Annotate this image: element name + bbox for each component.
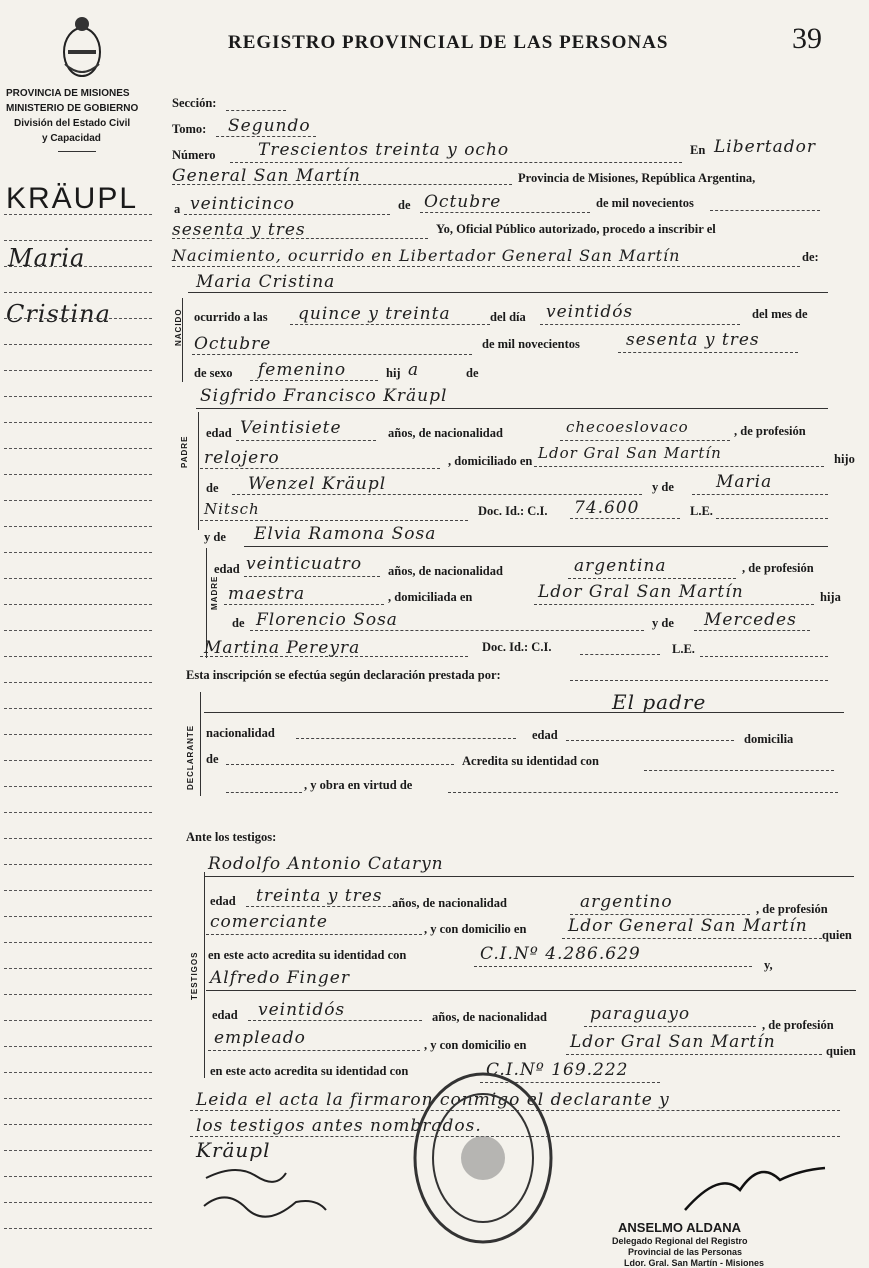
official-name: ANSELMO ALDANA	[618, 1220, 742, 1235]
left-margin-line	[4, 344, 152, 345]
left-margin-line	[4, 474, 152, 475]
nac-padre-value: checoeslovaco	[566, 418, 689, 436]
official-seal-icon	[408, 1068, 558, 1248]
division-label: División del Estado Civil	[14, 118, 131, 129]
y-de-label: y de	[652, 480, 674, 494]
left-margin-line	[4, 812, 152, 813]
de-mil-label: de mil novecientos	[482, 337, 580, 351]
edad-madre-value: veinticuatro	[246, 554, 363, 574]
left-margin-line	[4, 292, 152, 293]
left-margin-line	[4, 786, 152, 787]
de-colon-label: de:	[802, 250, 819, 264]
left-margin-line	[4, 994, 152, 995]
le-padre-label: L.E.	[690, 504, 713, 518]
edad-decl-label: edad	[532, 728, 558, 742]
de2-label: de	[466, 366, 479, 380]
signature-scribbles-icon	[196, 1158, 356, 1228]
profesion-t1-label: , de profesión	[756, 902, 828, 916]
leida2-value: los testigos antes nombrados.	[196, 1116, 482, 1136]
prof-t2-value: empleado	[214, 1028, 306, 1048]
nac-madre-value: argentina	[574, 556, 667, 576]
de-abuelo-label: de	[206, 481, 219, 495]
domiciliada-label: , domiciliada en	[388, 590, 473, 604]
given-name-1: Maria	[8, 244, 86, 272]
coat-of-arms-icon	[55, 14, 109, 80]
numero-value: Trescientos treinta y ocho	[258, 140, 510, 160]
anos-nac-label: años, de nacionalidad	[388, 426, 503, 440]
hij-label: hij	[386, 366, 401, 380]
prof-t1-value: comerciante	[210, 912, 328, 932]
left-margin-line	[4, 682, 152, 683]
domiciliado-label: , domiciliado en	[448, 454, 533, 468]
ministry-label: MINISTERIO DE GOBIERNO	[6, 103, 139, 114]
dia-value: veinticinco	[190, 194, 295, 214]
left-margin-line	[4, 318, 152, 319]
ocurrido-label: ocurrido a las	[194, 310, 268, 324]
left-margin-line	[4, 968, 152, 969]
dom-madre-value: Ldor Gral San Martín	[538, 582, 744, 602]
anio-value: sesenta y tres	[172, 220, 306, 240]
en-label: En	[690, 143, 706, 157]
madre-side-label: MADRE	[210, 575, 219, 610]
given-name-2: Cristina	[6, 300, 111, 328]
edad-t1-label: edad	[210, 894, 236, 908]
profesion-t2-label: , de profesión	[762, 1018, 834, 1032]
abuela-m-value: Mercedes	[704, 610, 797, 630]
prof-madre-value: maestra	[228, 584, 306, 604]
edad-t2-value: veintidós	[258, 1000, 346, 1020]
domicilia-label: domicilia	[744, 732, 794, 746]
left-margin-line	[4, 526, 152, 527]
sexo-label: de sexo	[194, 366, 233, 380]
nac-t2-value: paraguayo	[590, 1004, 691, 1024]
acredita-label: Acredita su identidad con	[462, 754, 599, 768]
nac-t1-value: argentino	[580, 892, 673, 912]
left-margin-line	[4, 890, 152, 891]
quien-t1-label: quien	[822, 928, 852, 942]
prof-padre-value: relojero	[204, 448, 280, 468]
madre-value: Elvia Ramona Sosa	[254, 524, 437, 544]
del-mes-label: del mes de	[752, 307, 808, 321]
nacido-side-label: NACIDO	[174, 308, 183, 346]
official-role-2: Provincial de las Personas	[628, 1247, 743, 1257]
de-abuelo-m-label: de	[232, 616, 245, 630]
testigo2-value: Alfredo Finger	[210, 968, 350, 988]
provincia-label: Provincia de Misiones, República Argentina,	[518, 171, 756, 185]
profesion-madre-label: , de profesión	[742, 561, 814, 575]
y-de-m-label: y de	[652, 616, 674, 630]
official-signature-icon	[680, 1160, 830, 1216]
page-number: 39	[792, 22, 822, 55]
edad-t2-label: edad	[212, 1008, 238, 1022]
tomo-label: Tomo:	[172, 122, 207, 136]
nombre-value: Maria Cristina	[196, 272, 336, 292]
numero-label: Número	[172, 148, 216, 162]
declarante-value: El padre	[612, 690, 707, 714]
nacimiento-value: Nacimiento, ocurrido en Libertador General San Martín	[172, 246, 681, 265]
page-title: REGISTRO PROVINCIAL DE LAS PERSONAS	[228, 32, 669, 53]
ci-t1-value: C.I.Nº 4.286.629	[480, 944, 641, 964]
left-margin-line	[4, 630, 152, 631]
left-margin-line	[4, 396, 152, 397]
padre-value: Sigfrido Francisco Kräupl	[200, 386, 448, 406]
province-label: PROVINCIA DE MISIONES	[6, 88, 130, 99]
left-margin-line	[4, 734, 152, 735]
signature-declarante: Kräupl	[196, 1138, 271, 1162]
left-margin-line	[4, 1046, 152, 1047]
sexo-value: femenino	[258, 360, 347, 380]
left-margin-line	[4, 916, 152, 917]
de-label: de	[398, 198, 411, 212]
abuelo-m-value: Florencio Sosa	[256, 610, 398, 630]
left-margin-line	[4, 760, 152, 761]
left-margin-line	[4, 1150, 152, 1151]
diadel-value: veintidós	[546, 302, 634, 322]
hija-label: hija	[820, 590, 841, 604]
ci-padre-value: 74.600	[574, 498, 640, 518]
y-t1-label: y,	[764, 958, 773, 972]
nacionalidad-label: nacionalidad	[206, 726, 275, 740]
leida1-value: Leida el acta la firmaron conmigo el declarante y	[196, 1090, 670, 1110]
le-madre-label: L.E.	[672, 642, 695, 656]
dom-t1-value: Ldor General San Martín	[568, 916, 808, 936]
doc-madre-label: Doc. Id.: C.I.	[482, 640, 552, 654]
con-dom-t1-label: , y con domicilio en	[424, 922, 527, 936]
general-value: General San Martín	[172, 166, 361, 186]
dom-padre-value: Ldor Gral San Martín	[538, 444, 722, 462]
capacity-label: y Capacidad	[42, 133, 101, 144]
acto-t1-label: en este acto acredita su identidad con	[208, 948, 407, 962]
left-margin-line	[4, 1098, 152, 1099]
declarante-side-label: DECLARANTE	[186, 724, 195, 790]
edad-padre-value: Veintisiete	[240, 418, 342, 438]
abuela-value: Maria	[716, 472, 773, 492]
obra-label: , y obra en virtud de	[304, 778, 413, 792]
left-margin-line	[4, 214, 152, 215]
padre-side-label: PADRE	[180, 435, 189, 468]
edad-padre-label: edad	[206, 426, 232, 440]
acto-t2-label: en este acto acredita su identidad con	[210, 1064, 409, 1078]
oficial-label: Yo, Oficial Público autorizado, procedo a inscribir el	[436, 222, 716, 236]
left-margin-line	[4, 1124, 152, 1125]
hija-value: a	[408, 360, 420, 380]
testigo1-value: Rodolfo Antonio Cataryn	[208, 854, 444, 874]
con-dom-t2-label: , y con domicilio en	[424, 1038, 527, 1052]
testigos-side-label: TESTIGOS	[190, 951, 199, 1000]
official-role-3: Ldor. Gral. San Martín - Misiones	[624, 1258, 765, 1268]
left-margin-line	[4, 1228, 152, 1229]
left-margin-line	[4, 1202, 152, 1203]
edad-t1-value: treinta y tres	[256, 886, 383, 906]
profesion-padre-label: , de profesión	[734, 424, 806, 438]
en-value: Libertador	[714, 137, 817, 157]
anos-nac-t2-label: años, de nacionalidad	[432, 1010, 547, 1024]
left-margin-line	[4, 1176, 152, 1177]
seccion-label: Sección:	[172, 96, 217, 110]
mil-label: de mil novecientos	[596, 196, 694, 210]
left-margin-line	[4, 266, 152, 267]
left-margin-line	[4, 448, 152, 449]
left-margin-line	[4, 552, 152, 553]
left-margin-line	[4, 708, 152, 709]
left-margin-line	[4, 370, 152, 371]
ante-label: Ante los testigos:	[186, 830, 277, 844]
anos-nac-t1-label: años, de nacionalidad	[392, 896, 507, 910]
hora-value: quince y treinta	[298, 304, 451, 324]
surname: KRÄUPL	[6, 182, 139, 215]
official-role-1: Delegado Regional del Registro	[612, 1236, 748, 1246]
hijo-label: hijo	[834, 452, 855, 466]
tomo-value: Segundo	[228, 116, 311, 136]
anos-nac-madre-label: años, de nacionalidad	[388, 564, 503, 578]
mes-value: Octubre	[424, 192, 502, 212]
left-margin-line	[4, 604, 152, 605]
left-margin-line	[4, 942, 152, 943]
a-label: a	[174, 202, 181, 216]
doc-padre-label: Doc. Id.: C.I.	[478, 504, 548, 518]
mesdel-value: Octubre	[194, 334, 272, 354]
edad-madre-label: edad	[214, 562, 240, 576]
en-decl-label: de	[206, 752, 219, 766]
left-margin-line	[4, 240, 152, 241]
left-margin-line	[4, 1020, 152, 1021]
del-dia-label: del día	[490, 310, 526, 324]
y-de-madre-label: y de	[204, 530, 226, 544]
abuelo-value: Wenzel Kräupl	[248, 474, 387, 494]
left-margin-line	[4, 838, 152, 839]
dom-t2-value: Ldor Gral San Martín	[570, 1032, 776, 1052]
left-margin-line	[4, 1072, 152, 1073]
inscripcion-label: Esta inscripción se efectúa según declaración prestada por:	[186, 668, 501, 682]
quien-t2-label: quien	[826, 1044, 856, 1058]
ci-t2-value: C.I.Nº 169.222	[486, 1060, 629, 1080]
abuela2-value: Nitsch	[204, 500, 260, 518]
left-margin-line	[4, 864, 152, 865]
left-margin-line	[4, 500, 152, 501]
left-margin-line	[4, 422, 152, 423]
left-margin-line	[4, 578, 152, 579]
abuela-m2-value: Martina Pereyra	[204, 638, 361, 658]
anio2-value: sesenta y tres	[626, 330, 760, 350]
left-margin-line	[4, 656, 152, 657]
